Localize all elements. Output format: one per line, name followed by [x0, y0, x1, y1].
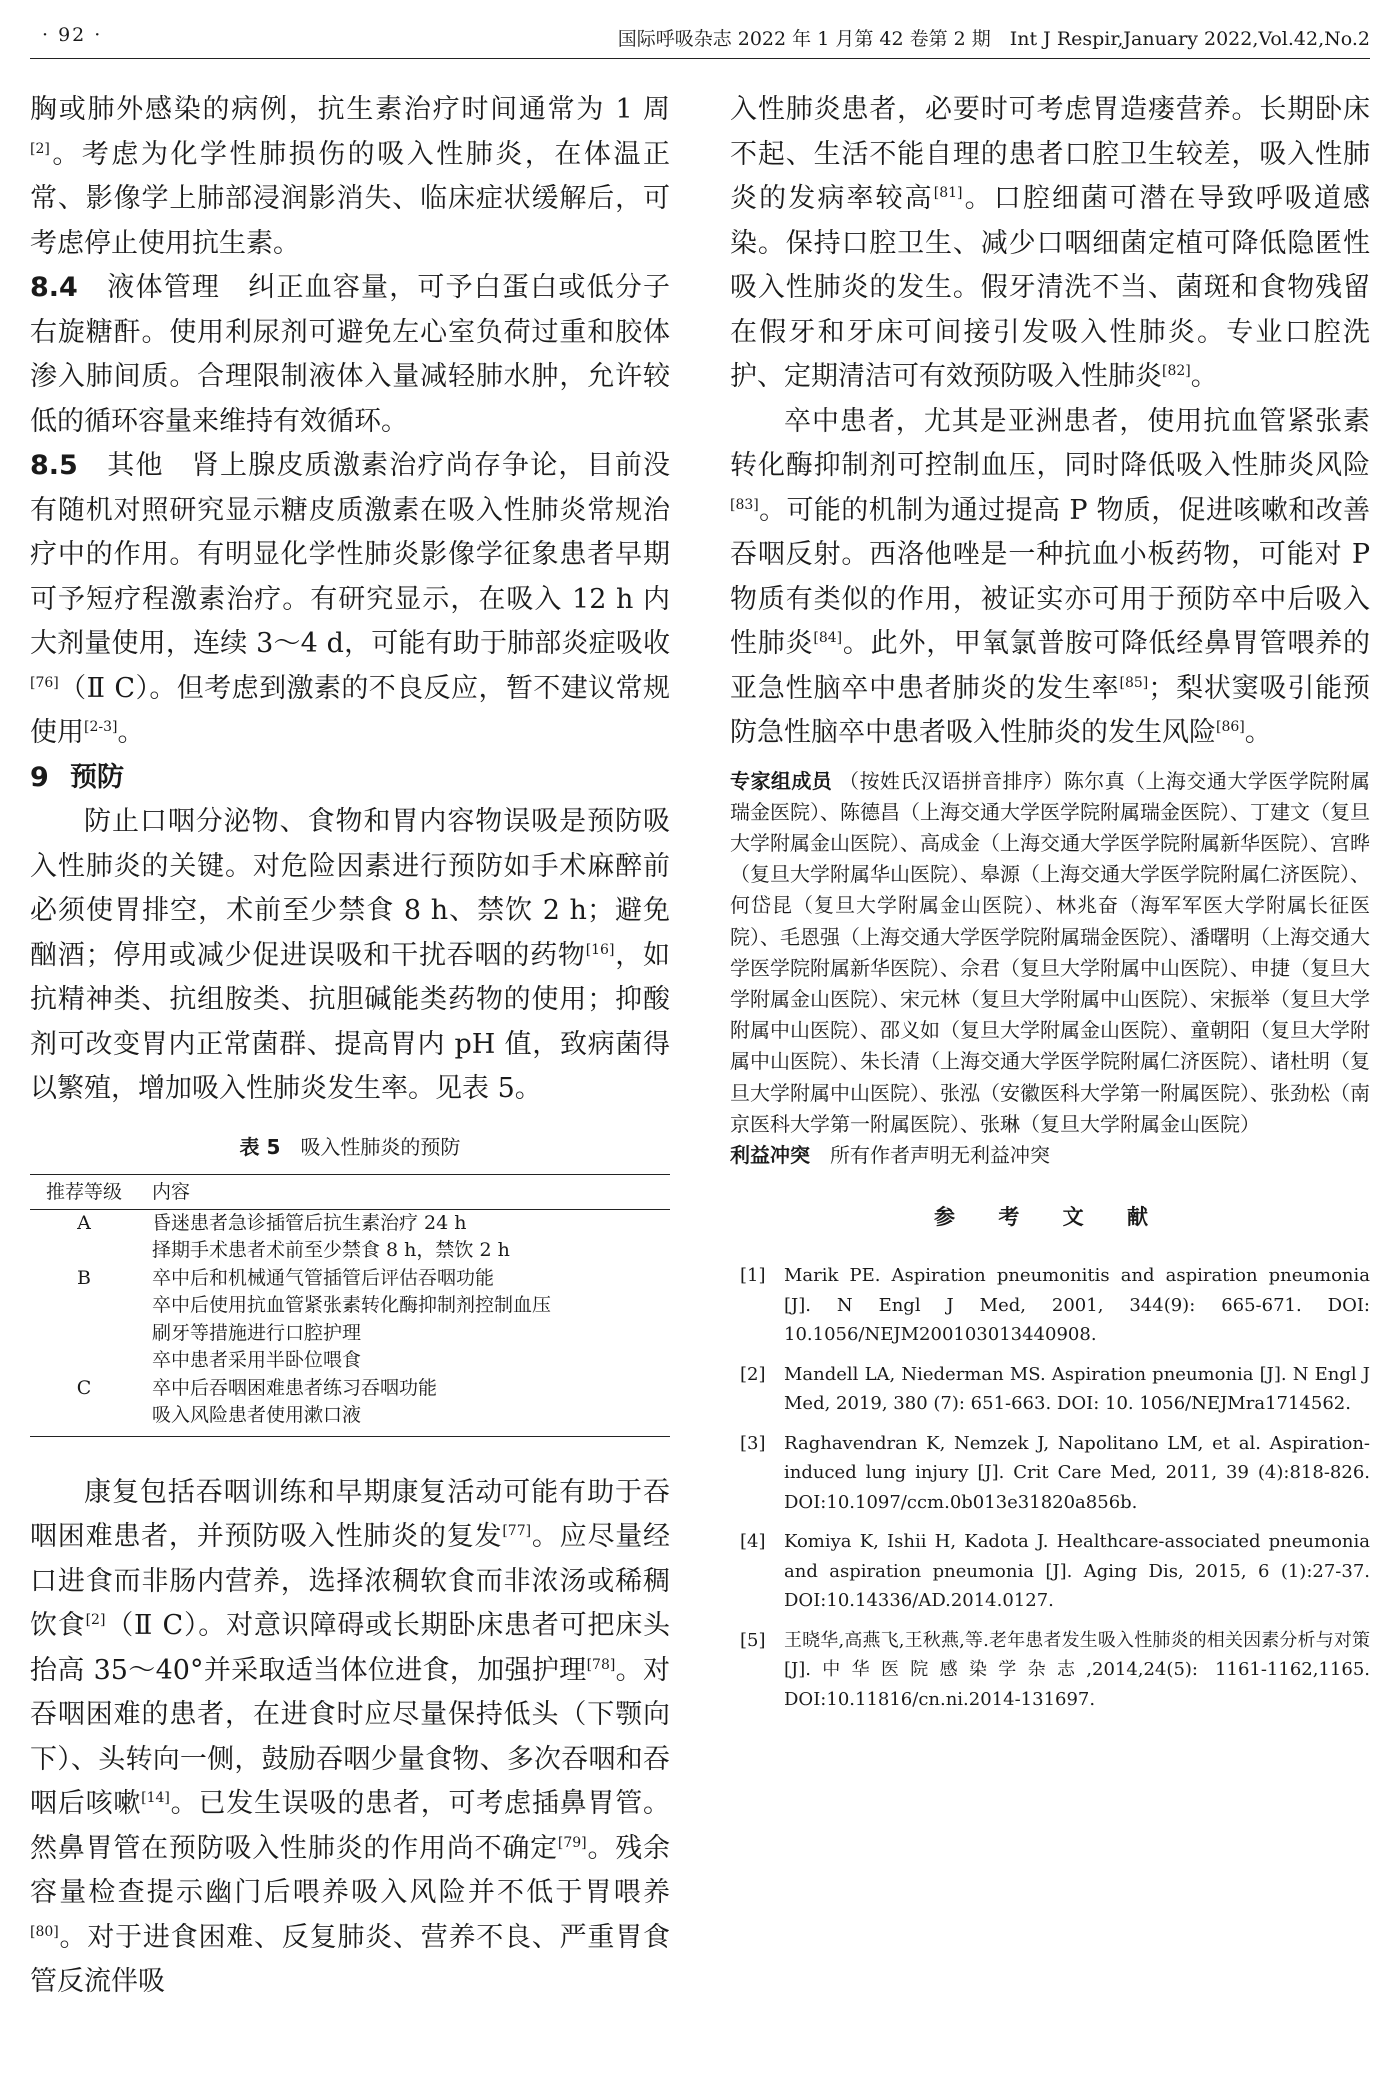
expert-group-list: （按姓氏汉语拼音排序）陈尔真（上海交通大学医学院附属瑞金医院）、陈德昌（上海交通大学医学院附属瑞金医院）、丁建文（复旦大学附属金山医院）、高成金（上海交通大学医学院附属新华医院）、宫晔（复旦大学附属华山医院）、皋源（上海交通大学医学院附属仁济医院）、何岱昆（复旦大学附属金山医院）、林兆奋（海军军医大学附属长征医院）、毛恩强（上海交通大学医学院附属瑞金医院）、潘曙明（上海交通大学医学院附属新华医院）、佘君（复旦大学附属中山医院）、申捷（复旦大学附属金山医院）、宋元林（复旦大学附属中山医院）、宋振举（复旦大学附属中山医院）、邵义如（复旦大学附属金山医院）、童朝阳（复旦大学附属中山医院）、朱长清（上海交通大学医学院附属仁济医院）、诸杜明（复旦大学附属中山医院）、张泓（安徽医科大学第一附属医院）、张劲松（南京医科大学第一附属医院）、张琳（复旦大学附属金山医院）: [730, 768, 1371, 1136]
content-cell: 择期手术患者术前至少禁食 8 h，禁饮 2 h: [152, 1239, 510, 1261]
citation: [2-3]: [84, 719, 118, 735]
references-heading: 参 考 文 献: [934, 1205, 1166, 1230]
citation: [2]: [30, 140, 50, 157]
reference-number: [2]: [740, 1363, 766, 1385]
grade-cell: C: [76, 1376, 92, 1399]
table-row: [30, 1209, 670, 1237]
column-header-content: 内容: [138, 1174, 670, 1209]
table-row: [30, 1402, 670, 1436]
section-title: 液体管理: [107, 272, 221, 303]
grade-cell: [30, 1347, 138, 1375]
reference-text: Marik PE. Aspiration pneumonitis and aspiration pneumonia [J]. N Engl J Med, 2001, 344(9): 665-671. DOI: 10.1056/NEJM200103013440908.: [784, 1265, 1370, 1346]
citation: [76]: [30, 674, 59, 691]
citation: [81]: [933, 185, 963, 201]
reference-item: [730, 1626, 1370, 1715]
table-row: [30, 1265, 670, 1293]
content-cell: 昏迷患者急诊插管后抗生素治疗 24 h: [152, 1211, 467, 1234]
expert-group: [730, 766, 1370, 1140]
citation: [83]: [730, 496, 759, 513]
reference-number: [3]: [740, 1432, 766, 1454]
header-rule: [30, 58, 1370, 59]
paragraph-prevention: 防止口咽分泌物、食物和胃内容物误吸是预防吸入性肺炎的关键。对危险因素进行预防如手术麻醉前必须使胃排空，术前至少禁食 8 h、禁饮 2 h；避免酗酒；停用或减少促进误吸和干扰吞咽的药物[16]，如抗精神类、抗组胺类、抗胆碱能类药物的使用；抑酸剂可改变胃内正常菌群、提高胃内 pH 值，致病菌得以繁殖，增加吸入性肺炎发生率。见表 5。: [30, 806, 671, 1104]
reference-text: Komiya K, Ishii H, Kadota J. Healthcare-associated pneumonia and aspiration pneumonia [J]. Aging Dis, 2015, 6 (1):27-37. DOI:10.14336/AD.2014.0127.: [784, 1531, 1370, 1612]
right-column: [730, 88, 1370, 1724]
reference-text: 王晓华,高燕飞,王秋燕,等.老年患者发生吸入性肺炎的相关因素分析与对策[J].中华医院感染学杂志,2014,24(5): 1161-1162,1165. DOI:10.11816/cn.ni.2014-131697.: [784, 1629, 1370, 1710]
coi-label: 利益冲突: [730, 1142, 810, 1167]
content-cell: 卒中患者采用半卧位喂食: [152, 1349, 362, 1371]
citation: [85]: [1119, 674, 1149, 691]
prevention-table: [30, 1174, 670, 1437]
grade-cell: [30, 1402, 138, 1436]
grade-cell: [30, 1292, 138, 1320]
content-cell: 刷牙等措施进行口腔护理: [152, 1321, 362, 1344]
expert-group-label: 专家组成员: [730, 768, 833, 793]
reference-item: [730, 1360, 1370, 1419]
section-number: 9: [30, 761, 49, 793]
citation: [16]: [585, 941, 615, 958]
table-row: [30, 1375, 670, 1403]
citation: [14]: [141, 1790, 170, 1806]
citation: [86]: [1216, 719, 1245, 735]
section-9-heading: [30, 756, 670, 801]
grade-cell: A: [77, 1211, 91, 1234]
citation: [84]: [813, 630, 843, 646]
reference-number: [4]: [740, 1531, 766, 1553]
paragraph-stroke-patients: 卒中患者，尤其是亚洲患者，使用抗血管紧张素转化酶抑制剂可控制血压，同时降低吸入性肺炎风险[83]。可能的机制为通过提高 P 物质，促进咳嗽和改善吞咽反射。西洛他唑是一种抗血小板药物，可能对 P 物质有类似的作用，被证实亦可用于预防卒中后吸入性肺炎[84]。此外，甲氧氯普胺可降低经鼻胃管喂养的亚急性脑卒中患者肺炎的发生率[85]；梨状窦吸引能预防急性脑卒中患者吸入性肺炎的发生风险[86]。: [730, 405, 1371, 748]
grade-cell: [30, 1237, 138, 1265]
section-title: 预防: [70, 761, 124, 793]
journal-citation: 国际呼吸杂志 2022 年 1 月第 42 卷第 2 期 Int J Respir,January 2022,Vol.42,No.2: [617, 28, 1370, 50]
coi-text: 所有作者声明无利益冲突: [830, 1142, 1050, 1167]
running-header: [30, 18, 1370, 58]
section-number: 8.5: [30, 450, 78, 481]
citation: [2]: [85, 1612, 106, 1628]
table-row: [30, 1320, 670, 1348]
reference-number: [1]: [740, 1265, 766, 1287]
table-row: [30, 1347, 670, 1375]
left-column: [30, 88, 670, 2005]
reference-item: [730, 1429, 1370, 1518]
citation: [82]: [1162, 363, 1191, 379]
section-8-5: 8.5 其他 肾上腺皮质激素治疗尚存争论，目前没有随机对照研究显示糖皮质激素在吸入性肺炎常规治疗中的作用。有明显化学性肺炎影像学征象患者早期可予短疗程激素治疗。有研究显示，在吸入 12 h 内大剂量使用，连续 3～4 d，可能有助于肺部炎症吸收[76]（Ⅱ C）。但考虑到激素的不良反应，暂不建议常规使用[2-3]。: [30, 450, 671, 748]
reference-item: [730, 1527, 1370, 1616]
citation: [80]: [30, 1923, 59, 1940]
citation: [79]: [557, 1834, 587, 1851]
reference-number: [5]: [740, 1629, 766, 1651]
table-label: 表 5: [239, 1134, 281, 1159]
table-caption: [30, 1132, 670, 1162]
paragraph-oral-care: 入性肺炎患者，必要时可考虑胃造瘘营养。长期卧床不起、生活不能自理的患者口腔卫生较差，吸入性肺炎的发病率较高[81]。口腔细菌可潜在导致呼吸道感染。保持口腔卫生、减少口咽细菌定植可降低隐匿性吸入性肺炎的发生。假牙清洗不当、菌斑和食物残留在假牙和牙床可间接引发吸入性肺炎。专业口腔洗护、定期清洁可有效预防吸入性肺炎[82]。: [730, 94, 1370, 392]
reference-text: Mandell LA, Niederman MS. Aspiration pneumonia [J]. N Engl J Med, 2019, 380 (7): 651-663. DOI: 10. 1056/NEJMra1714562.: [784, 1363, 1370, 1415]
paragraph-rehabilitation: 康复包括吞咽训练和早期康复活动可能有助于吞咽困难患者，并预防吸入性肺炎的复发[77]。应尽量经口进食而非肠内营养，选择浓稠软食而非浓汤或稀稠饮食[2]（Ⅱ C）。对意识障碍或长期卧床患者可把床头抬高 35～40°并采取适当体位进食，加强护理[78]。对吞咽困难的患者，在进食时应尽量保持低头（下颚向下）、头转向一侧，鼓励吞咽少量食物、多次吞咽和吞咽后咳嗽[14]。已发生误吸的患者，可考虑插鼻胃管。然鼻胃管在预防吸入性肺炎的作用尚不确定[79]。残余容量检查提示幽门后喂养吸入风险并不低于胃喂养[80]。对于进食困难、反复肺炎、营养不良、严重胃食管反流伴吸: [30, 1476, 671, 1997]
content-cell: 卒中后使用抗血管紧张素转化酶抑制剂控制血压: [152, 1294, 552, 1316]
page-number: · 92 ·: [42, 24, 103, 46]
column-header-grade: 推荐等级: [30, 1174, 138, 1209]
citation: [77]: [502, 1523, 532, 1539]
content-cell: 卒中后和机械通气管插管后评估吞咽功能: [152, 1266, 495, 1289]
conflict-of-interest: [730, 1140, 1370, 1171]
paragraph-antibiotic-duration: 胸或肺外感染的病例，抗生素治疗时间通常为 1 周[2]。考虑为化学性肺损伤的吸入性肺炎，在体温正常、影像学上肺部浸润影消失、临床症状缓解后，可考虑停止使用抗生素。: [30, 94, 670, 259]
reference-text: Raghavendran K, Nemzek J, Napolitano LM, et al. Aspiration-induced lung injury [J]. Crit Care Med, 2011, 39 (4):818-826. DOI:10.1097/ccm.0b013e31820a856b.: [784, 1432, 1370, 1513]
table-header-row: [30, 1174, 670, 1209]
table-title: 吸入性肺炎的预防: [300, 1134, 461, 1159]
table-row: [30, 1237, 670, 1265]
content-cell: 吸入风险患者使用漱口液: [152, 1404, 362, 1426]
table-row: [30, 1292, 670, 1320]
section-number: 8.4: [30, 272, 78, 303]
content-cell: 卒中后吞咽困难患者练习吞咽功能: [152, 1376, 438, 1399]
citation: [78]: [586, 1656, 616, 1673]
reference-item: [730, 1261, 1370, 1350]
section-8-4: 8.4 液体管理 纠正血容量，可予白蛋白或低分子右旋糖酐。使用利尿剂可避免左心室负荷过重和胶体渗入肺间质。合理限制液体入量减轻肺水肿，允许较低的循环容量来维持有效循环。: [30, 272, 671, 437]
section-title: 其他: [107, 450, 164, 481]
grade-cell: B: [77, 1266, 91, 1289]
grade-cell: [30, 1320, 138, 1348]
